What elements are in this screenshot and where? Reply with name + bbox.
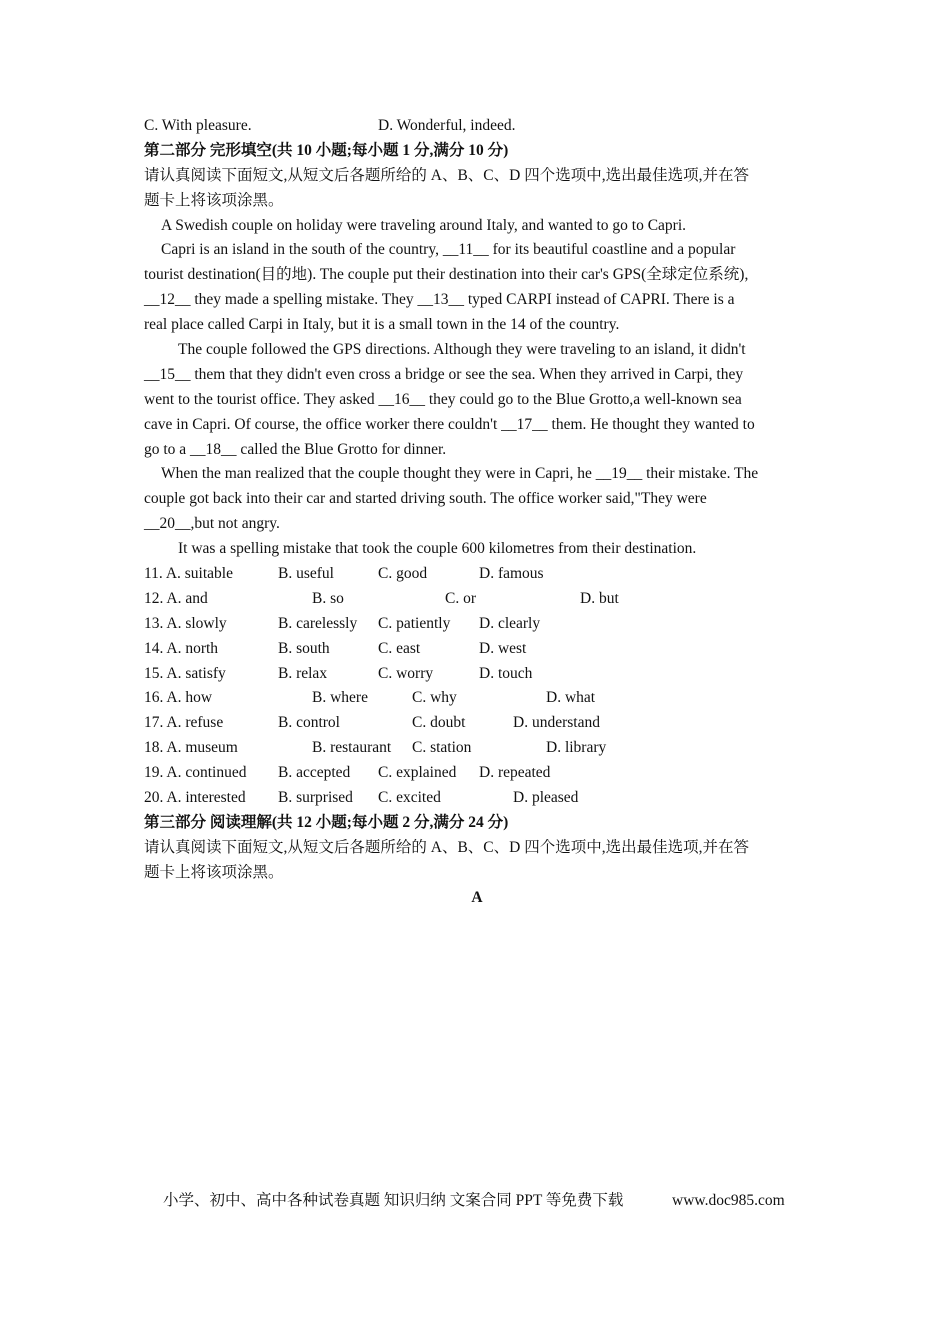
q13-option-a: 13. A. slowly xyxy=(144,614,227,632)
part3-heading: 第三部分 阅读理解(共 12 小题;每小题 2 分,满分 24 分) xyxy=(144,813,509,831)
q19-option-d: D. repeated xyxy=(479,764,551,782)
question-row-18 xyxy=(144,736,810,761)
q15-option-c: C. worry xyxy=(378,664,434,682)
q12-option-a: 12. A. and xyxy=(144,589,208,607)
passage-p3-line4: cave in Capri. Of course, the office worker there couldn't __17__ them. He thought they wanted to xyxy=(144,415,755,433)
question-row-12 xyxy=(144,587,810,612)
q20-option-d: D. pleased xyxy=(513,789,579,807)
part3-instruction-line2: 题卡上将该项涂黑。 xyxy=(144,863,284,881)
q15-option-b: B. relax xyxy=(278,664,328,682)
passage-p2-line4: real place called Carpi in Italy, but it is a small town in the 14 of the country. xyxy=(144,316,620,334)
footer xyxy=(163,1189,785,1213)
q20-option-b: B. surprised xyxy=(278,789,353,807)
passage-p4-line3: __20__,but not angry. xyxy=(144,515,280,533)
question-row-15 xyxy=(144,662,810,687)
q14-option-c: C. east xyxy=(378,639,421,657)
document-page xyxy=(144,114,810,911)
q16-option-d: D. what xyxy=(546,689,596,707)
part2-heading: 第二部分 完形填空(共 10 小题;每小题 1 分,满分 10 分) xyxy=(144,141,509,159)
q19-option-a: 19. A. continued xyxy=(144,764,247,782)
q16-option-b: B. where xyxy=(312,689,368,707)
question-row-17 xyxy=(144,711,810,736)
q18-option-b: B. restaurant xyxy=(312,739,392,757)
q11-option-a: 11. A. suitable xyxy=(144,565,233,583)
part2-instruction-line2: 题卡上将该项涂黑。 xyxy=(144,191,284,209)
q20-option-c: C. excited xyxy=(378,789,441,807)
q12-option-c: C. or xyxy=(445,589,476,607)
q13-option-b: B. carelessly xyxy=(278,614,358,632)
passage-p3-line3: went to the tourist office. They asked __16__ they could go to the Blue Grotto,a well-known sea xyxy=(144,390,742,408)
q14-option-a: 14. A. north xyxy=(144,639,219,657)
passage-p4-line2: couple got back into their car and started driving south. The office worker said,"They were xyxy=(144,490,707,508)
question-row-13 xyxy=(144,612,810,637)
passage-p2-line2: tourist destination(目的地). The couple put their destination into their car's GPS(全球定位系统), xyxy=(144,266,749,284)
passage-p1: A Swedish couple on holiday were traveling around Italy, and wanted to go to Capri. xyxy=(161,216,687,234)
option-c: C. With pleasure. xyxy=(144,117,252,134)
q11-option-b: B. useful xyxy=(278,565,334,583)
question-row-16 xyxy=(144,686,810,711)
question-row-14 xyxy=(144,637,810,662)
q19-option-b: B. accepted xyxy=(278,764,351,782)
footer-site-link[interactable]: www.doc985.com xyxy=(672,1192,785,1209)
q17-option-c: C. doubt xyxy=(412,714,466,732)
part3-instruction-line1: 请认真阅读下面短文,从短文后各题所给的 A、B、C、D 四个选项中,选出最佳选项,并在答 xyxy=(144,838,749,856)
passage-p3-line1: The couple followed the GPS directions. Although they were traveling to an island, it didn't xyxy=(178,341,746,359)
q15-option-d: D. touch xyxy=(479,664,533,682)
q12-option-b: B. so xyxy=(312,589,344,607)
q19-option-c: C. explained xyxy=(378,764,457,782)
q14-option-b: B. south xyxy=(278,639,330,657)
passage-p4-line1: When the man realized that the couple thought they were in Capri, he __19__ their mistake. The xyxy=(161,465,759,483)
q13-option-d: D. clearly xyxy=(479,614,541,632)
passage-p3-line5: go to a __18__ called the Blue Grotto for dinner. xyxy=(144,440,447,458)
q20-option-a: 20. A. interested xyxy=(144,789,246,807)
q17-option-b: B. control xyxy=(278,714,340,732)
q16-option-c: C. why xyxy=(412,689,457,707)
q15-option-a: 15. A. satisfy xyxy=(144,664,226,682)
q13-option-c: C. patiently xyxy=(378,614,451,632)
q11-option-c: C. good xyxy=(378,565,428,583)
q17-option-a: 17. A. refuse xyxy=(144,714,224,732)
q17-option-d: D. understand xyxy=(513,714,600,732)
question-row-19 xyxy=(144,761,810,786)
passage-p3-line2: __15__ them that they didn't even cross a bridge or see the sea. When they arrived in Carpi, they xyxy=(144,365,744,383)
q11-option-d: D. famous xyxy=(479,565,544,583)
q18-option-d: D. library xyxy=(546,739,607,757)
q14-option-d: D. west xyxy=(479,639,527,657)
question-row-11 xyxy=(144,562,810,587)
passage-p2-line3: __12__ they made a spelling mistake. They __13__ typed CARPI instead of CAPRI. There is a xyxy=(144,291,735,309)
question-row-20 xyxy=(144,786,810,811)
passage-p5: It was a spelling mistake that took the couple 600 kilometres from their destination. xyxy=(178,540,697,558)
q18-option-c: C. station xyxy=(412,739,472,757)
option-d: D. Wonderful, indeed. xyxy=(378,117,516,134)
passage-p2-line1: Capri is an island in the south of the country, __11__ for its beautiful coastline and a popular xyxy=(161,241,736,259)
q16-option-a: 16. A. how xyxy=(144,689,213,707)
top-options-row xyxy=(144,114,810,139)
q18-option-a: 18. A. museum xyxy=(144,739,238,757)
footer-text: 小学、初中、高中各种试卷真题 知识归纳 文案合同 PPT 等免费下载 xyxy=(163,1192,624,1209)
part2-instruction-line1: 请认真阅读下面短文,从短文后各题所给的 A、B、C、D 四个选项中,选出最佳选项,并在答 xyxy=(144,166,749,184)
q12-option-d: D. but xyxy=(580,589,619,607)
section-label-a: A xyxy=(471,888,483,906)
